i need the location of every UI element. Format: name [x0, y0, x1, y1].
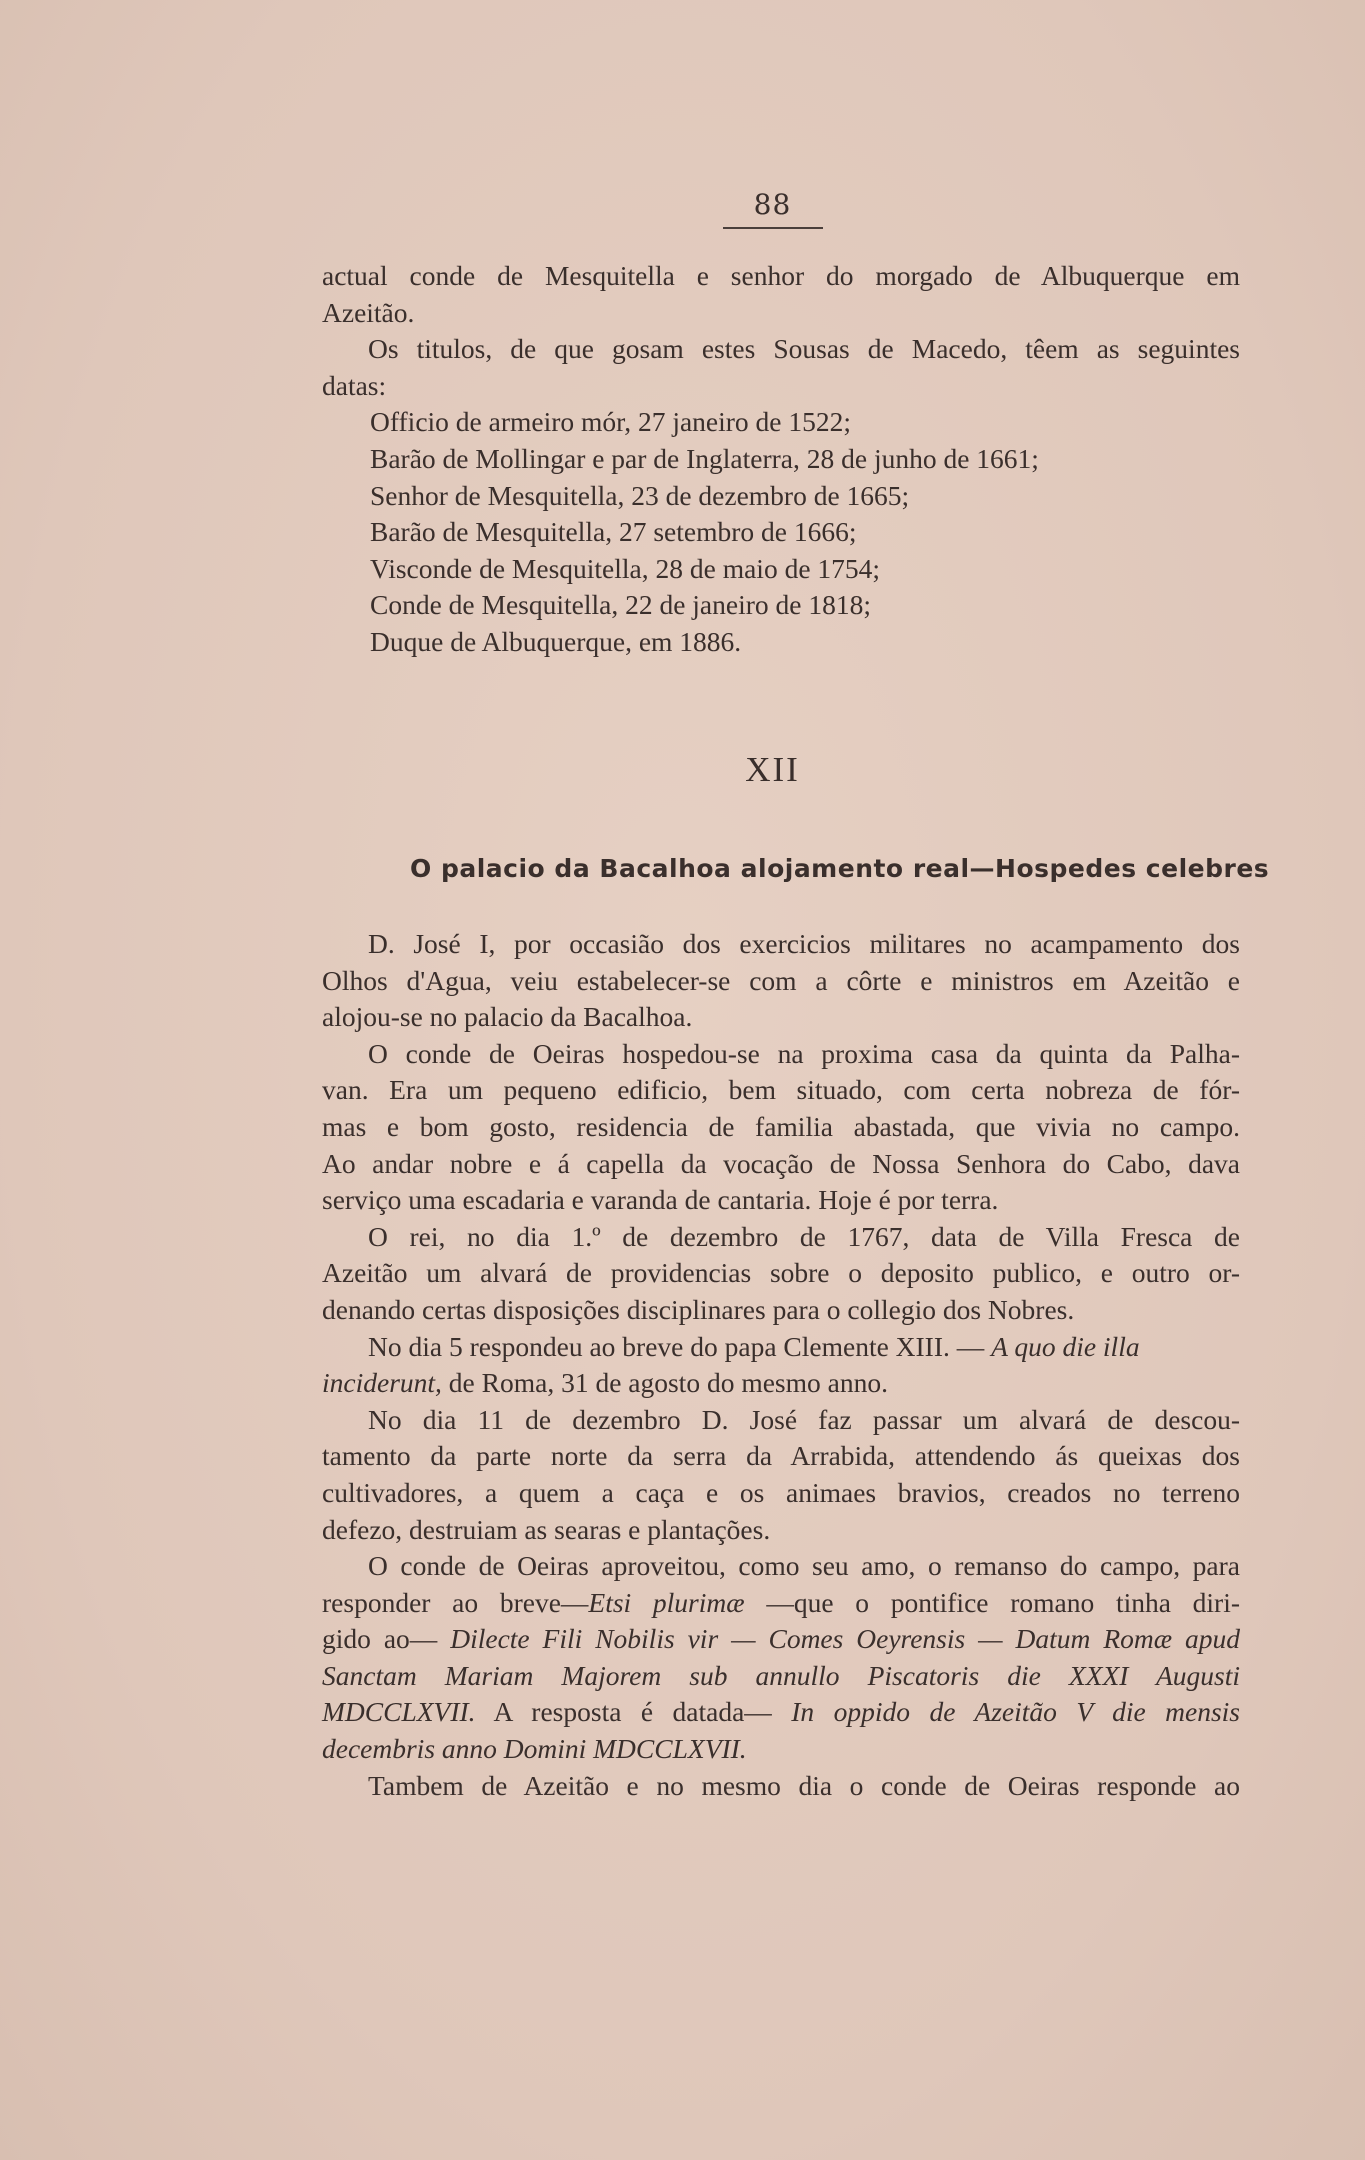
text-line: O conde de Oeiras aproveitou, como seu amo, o remanso do campo, para	[368, 1550, 1240, 1582]
text-line: datas:	[322, 369, 387, 401]
text-line: O rei, no dia 1.º de dezembro de 1767, data de Villa Fresca de	[368, 1220, 1240, 1252]
text-segment: No dia 5 respondeu ao breve do papa Clemente XIII. —	[368, 1330, 985, 1362]
text-line: O conde de Oeiras hospedou-se na proxima casa da quinta da Palha-	[368, 1037, 1240, 1069]
text-line	[322, 1658, 1240, 1695]
text-segment: gido ao—	[322, 1623, 438, 1655]
text-line: tamento da parte norte da serra da Arrabida, attendendo ás queixas dos	[322, 1440, 1240, 1472]
latin-quote: Sanctam Mariam Majorem sub annullo Piscatoris die XXXI Augusti	[322, 1659, 1240, 1691]
title-list-item: Visconde de Mesquitella, 28 de maio de 1754;	[370, 552, 881, 584]
text-line: actual conde de Mesquitella e senhor do morgado de Albuquerque em	[322, 260, 1240, 291]
text-line: cultivadores, a quem a caça e os animaes bravios, creados no terreno	[322, 1476, 1240, 1508]
title-list-item: Officio de armeiro mór, 27 janeiro de 1522;	[370, 406, 852, 438]
chapter-body	[322, 926, 1240, 1804]
section-title: O palacio da Bacalhoa alojamento real—Hospedes celebres	[410, 854, 1270, 883]
text-line: mas e bom gosto, residencia de familia abastada, que vivia no campo.	[322, 1110, 1240, 1142]
latin-quote: Dilecte Fili Nobilis vir	[450, 1623, 719, 1655]
text-line	[322, 1731, 1240, 1768]
page-number: 88	[753, 188, 792, 221]
text-line: denando certas disposições disciplinares para o collegio dos Nobres.	[322, 1293, 1075, 1325]
text-line	[322, 1329, 1240, 1366]
text-line: D. José I, por occasião dos exercicios militares no acampamento dos	[368, 928, 1240, 959]
title-list-item: Barão de Mesquitella, 27 setembro de 1666;	[370, 516, 857, 548]
title-list-item: Barão de Mollingar e par de Inglaterra, 28 de junho de 1661;	[370, 442, 1039, 474]
text-line	[322, 1365, 1240, 1402]
text-line	[322, 1694, 1240, 1731]
latin-quote: inciderunt,	[322, 1367, 442, 1399]
latin-quote: Etsi plurimæ	[588, 1586, 745, 1618]
text-line: serviço uma escadaria e varanda de cantaria. Hoje é por terra.	[322, 1184, 999, 1216]
latin-quote: — Comes Oeyrensis — Datum Romæ apud	[731, 1623, 1241, 1655]
text-line	[322, 1585, 1240, 1622]
text-line: Os titulos, de que gosam estes Sousas de Macedo, têem as seguintes	[368, 333, 1240, 365]
text-line: Olhos d'Agua, veiu estabelecer-se com a côrte e ministros em Azeitão e	[322, 964, 1240, 996]
latin-quote: In oppido de Azeitão V die mensis	[791, 1696, 1241, 1728]
chapter-heading: XII	[745, 750, 800, 789]
latin-quote: A quo die illa	[991, 1330, 1140, 1362]
text-segment: A resposta é datada—	[493, 1696, 772, 1728]
latin-quote: decembris anno Domini MDCCLXVII.	[322, 1733, 747, 1765]
text-line: No dia 11 de dezembro D. José faz passar um alvará de descou-	[368, 1403, 1240, 1435]
text-line: Ao andar nobre e á capella da vocação de Nossa Senhora do Cabo, dava	[322, 1147, 1240, 1179]
title-list-item: Duque de Albuquerque, em 1886.	[370, 625, 742, 657]
titles-paragraph	[322, 258, 1240, 661]
text-line: alojou-se no palacio da Bacalhoa.	[322, 1001, 693, 1033]
page-number-rule	[723, 227, 823, 229]
text-line: Azeitão um alvará de providencias sobre o deposito publico, e outro or-	[322, 1257, 1240, 1289]
text-segment: —que o pontifice romano tinha diri-	[766, 1586, 1240, 1618]
text-segment: de Roma, 31 de agosto do mesmo anno.	[448, 1367, 888, 1399]
title-list-item: Senhor de Mesquitella, 23 de dezembro de 1665;	[370, 479, 910, 511]
text-line: defezo, destruiam as searas e plantações.	[322, 1513, 771, 1545]
latin-quote: MDCCLXVII.	[322, 1696, 476, 1728]
text-line: van. Era um pequeno edificio, bem situado, com certa nobreza de fór-	[322, 1074, 1240, 1106]
text-line: Azeitão.	[322, 296, 415, 328]
text-line: Tambem de Azeitão e no mesmo dia o conde de Oeiras responde ao	[368, 1769, 1240, 1801]
text-segment: responder ao breve—	[322, 1586, 589, 1618]
title-list-item: Conde de Mesquitella, 22 de janeiro de 1818;	[370, 589, 871, 621]
text-line	[322, 1621, 1240, 1658]
